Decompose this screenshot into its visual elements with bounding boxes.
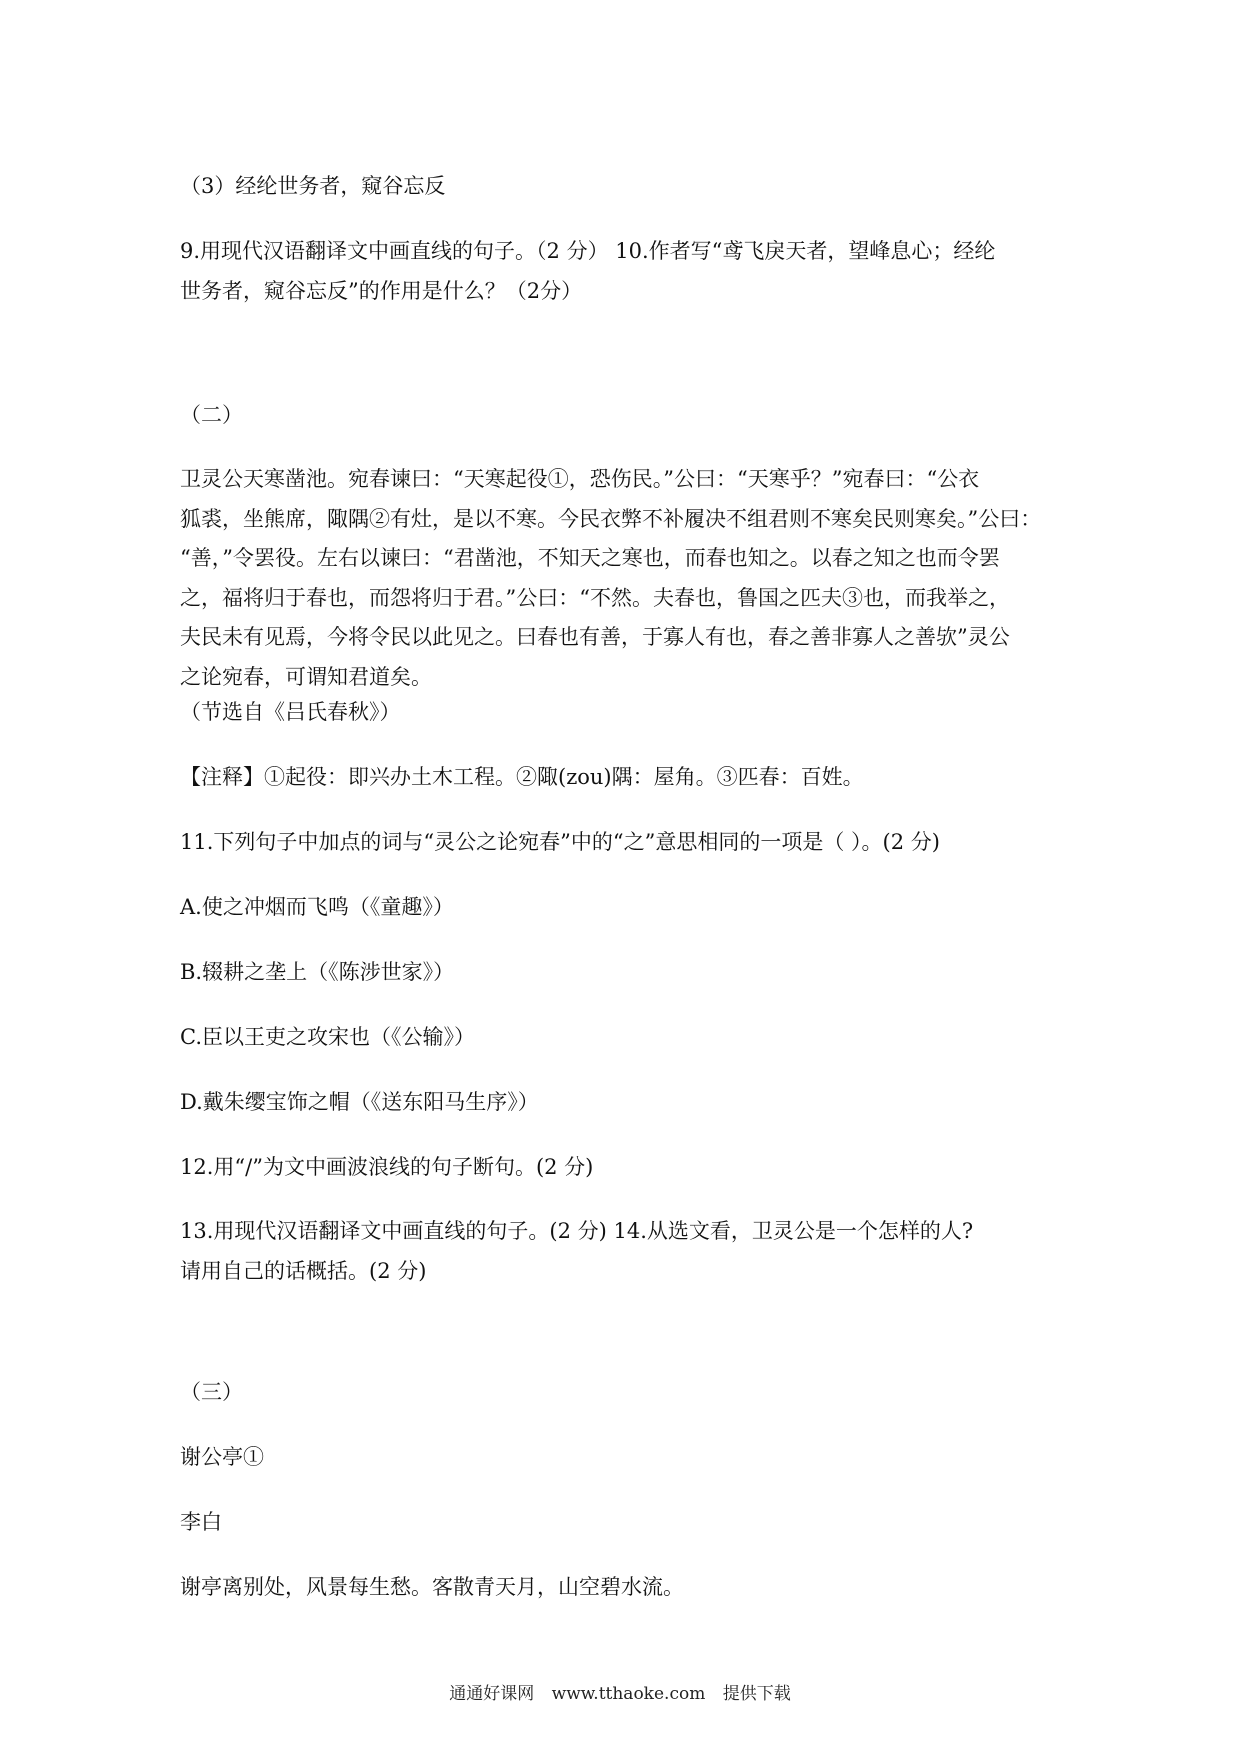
questions-13-14-line-1: 13.用现代汉语翻译文中画直线的句子。(2 分) 14.从选文看，卫灵公是一个怎样的人?	[180, 1219, 974, 1243]
passage-source: （节选自《吕氏春秋》）	[180, 700, 401, 724]
option-a: A.使之冲烟而飞鸣（《童趣》）	[180, 895, 454, 919]
annotation-note: 【注释】①起役：即兴办土木工程。②陬(zou)隅：屋角。③匹春：百姓。	[180, 765, 864, 789]
passage-line: 之，福将归于春也，而怨将归于君。”公曰：“不然。夫春也，鲁国之匹夫③也，而我举之，	[180, 585, 1010, 610]
passage-line: 之论宛春，可谓知君道矣。	[180, 664, 432, 689]
questions-13-14-line-2: 请用自己的话概括。(2 分)	[180, 1258, 427, 1283]
passage-line: “善，”令罢役。左右以谏曰：“君凿池，不知天之寒也，而春也知之。以春之知之也而令罢	[180, 546, 1000, 570]
passage-line: 卫灵公天寒凿池。宛春谏曰：“天寒起役①，恐伤民。”公曰：“天寒乎？”宛春曰：“公衣	[180, 467, 980, 491]
option-b: B.辍耕之垄上（《陈涉世家》）	[180, 960, 455, 984]
poem-line: 谢亭离别处，风景每生愁。客散青天月，山空碧水流。	[180, 1575, 684, 1599]
item-3: （3）经纶世务者，窥谷忘反	[180, 174, 446, 198]
questions-13-14	[180, 1212, 1070, 1291]
footer-suffix: 提供下载	[722, 1684, 791, 1704]
footer-url: www.tthaoke.com	[551, 1684, 706, 1704]
question-11: 11.下列句子中加点的词与“灵公之论宛春”中的“之”意思相同的一项是（ ）。(2 分)	[180, 830, 940, 854]
section-3-heading: （三）	[180, 1380, 243, 1404]
question-12: 12.用“/”为文中画波浪线的句子断句。(2 分)	[180, 1155, 594, 1179]
poem-title: 谢公亭①	[180, 1445, 264, 1469]
option-c: C.臣以王吏之攻宋也（《公输》）	[180, 1025, 475, 1049]
passage	[180, 460, 1070, 697]
footer-site-name: 通通好课网	[449, 1684, 535, 1704]
page-footer	[0, 1682, 1240, 1706]
passage-line: 夫民未有见焉，今将令民以此见之。曰春也有善，于寡人有也，春之善非寡人之善欤”灵公	[180, 625, 1010, 649]
questions-9-10-line-1: 9.用现代汉语翻译文中画直线的句子。（2 分） 10.作者写“鸢飞戾天者，望峰息心；经纶	[180, 239, 996, 263]
option-d: D.戴朱缨宝饰之帽（《送东阳马生序》）	[180, 1090, 539, 1114]
questions-9-10-line-2: 世务者，窥谷忘反”的作用是什么？（2分）	[180, 278, 583, 303]
poem-author: 李白	[180, 1510, 222, 1534]
passage-line: 狐裘，坐熊席，陬隅②有灶，是以不寒。今民衣弊不补履决不组君则不寒矣民则寒矣。”公曰：	[180, 506, 1042, 531]
section-2-heading: （二）	[180, 403, 243, 427]
questions-9-10	[180, 232, 1070, 311]
